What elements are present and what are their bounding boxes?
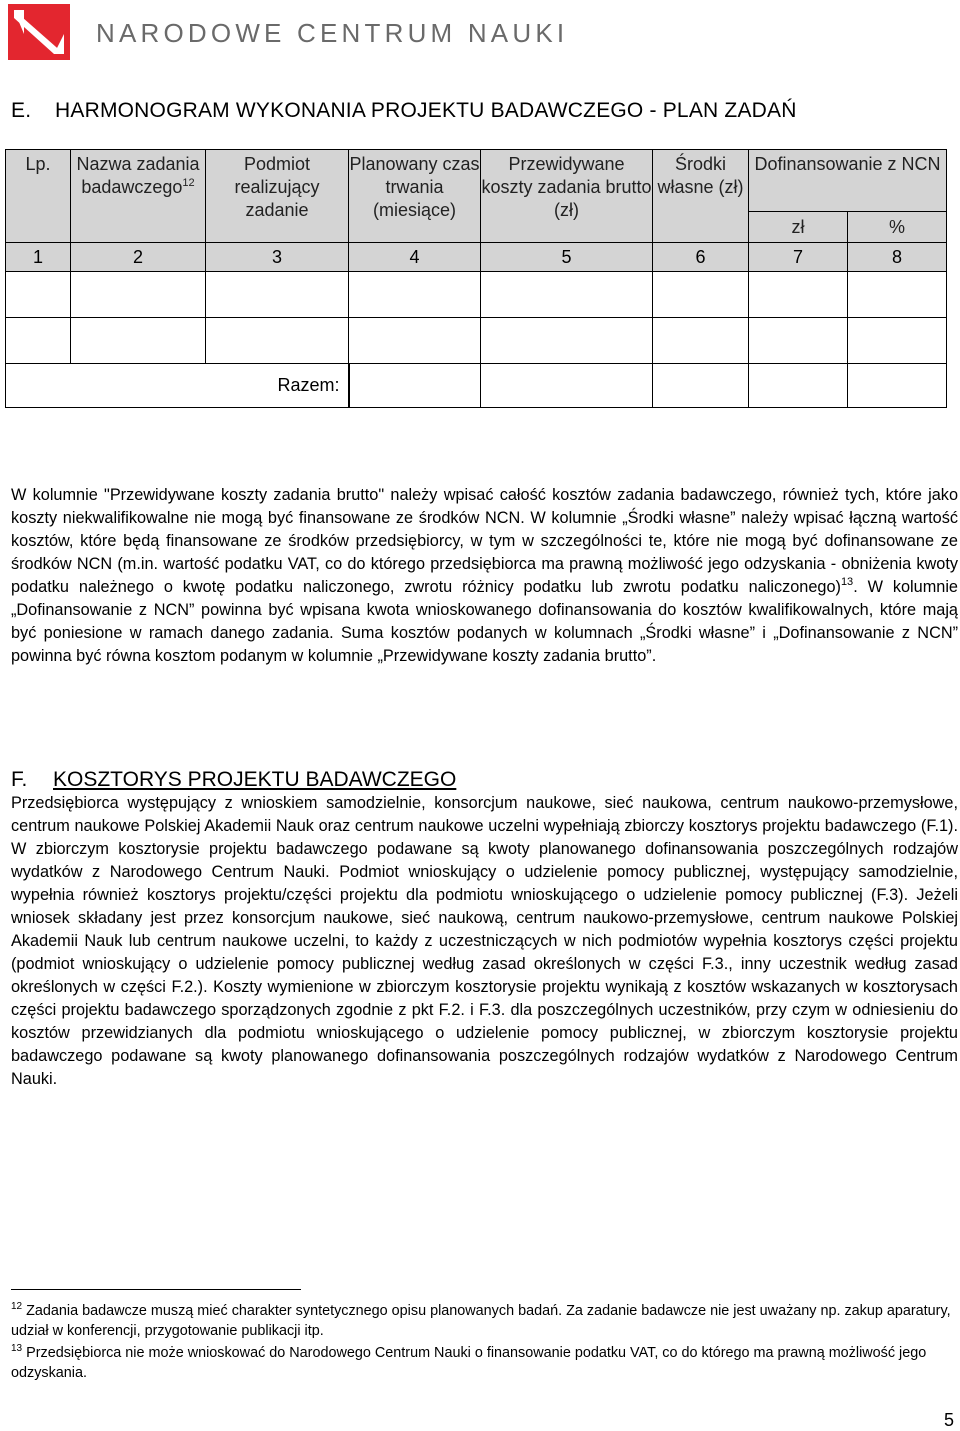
section-e-number: E. <box>11 99 32 122</box>
section-e-instructions: W kolumnie "Przewidywane koszty zadania brutto" należy wpisać całość kosztów zadania badawczego, również tych, które jako koszty niekwalifikowalne nie mogą być finansowane ze środków NCN. W kolumnie „Środki własne” należy wpisać łączną wartość kosztów, które będą finansowane ze środków przedsiębiorcy, w tym w szczególności te, które nie mogą być dofinansowane ze środków NCN (m.in. wartość podatku VAT, co do którego przedsiębiorca ma prawną możliwość jego odzyskania - obniżenia kwoty podatku należnego o kwotę podatku naliczonego, zwrotu różnicy podatku lub zwrotu podatku naliczonego)$^{13}$. W kolumnie „Dofinansowanie z NCN” powinna być wpisana kwota wnioskowanego dofinansowania do kosztów kwalifikowalnych, które mają być poniesione w ramach danego zadania. Suma kosztów podanych w kolumnach „Środki własne” i „Dofinansowanie z NCN” powinna być równa kosztom podanym w kolumnie „Przewidywane koszty zadania brutto”. <box>11 486 958 665</box>
header-podmiot: Podmiot realizujący zadanie <box>206 150 349 243</box>
page-number: 5 <box>943 1410 954 1430</box>
ncn-logo-icon <box>8 4 70 60</box>
section-e-title: HARMONOGRAM WYKONANIA PROJEKTU BADAWCZEGO - PLAN ZADAŃ <box>55 99 797 122</box>
col-number-7: 7 <box>749 243 848 272</box>
header-koszty: Przewidywane koszty zadania brutto (zł) <box>481 150 653 243</box>
table-cell <box>848 318 947 364</box>
table-cell <box>481 318 653 364</box>
table-row <box>6 318 947 364</box>
total-cell <box>848 364 947 408</box>
header-czas: Planowany czas trwania (miesiące) <box>349 150 481 243</box>
col-number-3: 3 <box>206 243 349 272</box>
footnote-13: $^{13}$ Przedsiębiorca nie może wnioskować do Narodowego Centrum Nauki o finansowanie podatku VAT, co do którego ma prawną możliwość jego odzyskania. <box>11 1343 927 1381</box>
header-nazwa: Nazwa zadania badawczego$^{12}$ <box>71 150 206 243</box>
table-cell <box>71 272 206 318</box>
table-cell <box>206 318 349 364</box>
col-number-2: 2 <box>71 243 206 272</box>
header-dofin-pct: % <box>848 212 947 243</box>
table-cell <box>749 318 848 364</box>
section-f-heading <box>11 768 456 792</box>
table-cell <box>71 318 206 364</box>
table-cell <box>206 272 349 318</box>
col-number-6: 6 <box>653 243 749 272</box>
total-cell <box>749 364 848 408</box>
section-f-title: KOSZTORYS PROJEKTU BADAWCZEGO <box>53 768 457 791</box>
table-cell <box>749 272 848 318</box>
header-srodki: Środki własne (zł) <box>653 150 749 243</box>
header-dofinansowanie: Dofinansowanie z NCN <box>749 150 947 212</box>
task-plan-table <box>5 149 947 408</box>
total-cell <box>349 364 481 408</box>
total-label: Razem: <box>6 364 349 408</box>
logo-text: NARODOWE CENTRUM NAUKI <box>96 18 569 48</box>
header-dofin-zl: zł <box>749 212 848 243</box>
footnote-ref-12: 12 <box>182 177 195 189</box>
table-cell <box>349 272 481 318</box>
footnote-ref-13: 13 <box>840 576 854 588</box>
table-cell <box>653 272 749 318</box>
total-row <box>6 364 947 408</box>
col-number-8: 8 <box>848 243 947 272</box>
col-number-1: 1 <box>6 243 71 272</box>
total-cell <box>481 364 653 408</box>
table-cell <box>848 272 947 318</box>
table-cell <box>653 318 749 364</box>
section-f-text: Przedsiębiorca występujący z wnioskiem samodzielnie, konsorcjum naukowe, sieć naukowa, centrum naukowo-przemysłowe, centrum naukowe Polskiej Akademii Nauk oraz centrum naukowe uczelni wypełniają zbiorczy kosztorys projektu badawczego (F.1). W zbiorczym kosztorysie projektu badawczego podawane są kwoty planowanego dofinansowania poszczególnych rodzajów wydatków z Narodowego Centrum Nauki. Podmiot wnioskujący o udzielenie pomocy publicznej, występujący samodzielnie, wypełnia również kosztorys projektu/części projektu dla podmiotu wnioskującego o udzielenie pomocy publicznej (F.3). Jeżeli wniosek składany jest przez konsorcjum naukowe, sieć naukową, centrum naukowo-przemysłowe, centrum naukowe Polskiej Akademii Nauk lub centrum naukowe uczelni, to każdy z uczestniczących w nich podmiotów wypełnia kosztorys części projektu (podmiot wnioskujący o udzielenie pomocy publicznej według zasad określonych w części F.3., inny uczestnik według zasad określonych w części F.2.). Koszty wymienione w zbiorczym kosztorysie projektu wynikają z kosztów wskazanych w kosztorysach części projektu badawczego sporządzonych zgodnie z pkt F.2. i F.3. dla poszczególnych uczestników, przy czym w odniesieniu do kosztów przewidzianych dla podmiotu wnioskującego o udzielenie pomocy publicznej, w zbiorczym kosztorysie projektu badawczego podawane są kwoty planowanego dofinansowania poszczególnych rodzajów wydatków z Narodowego Centrum Nauki. <box>11 794 958 1088</box>
table-cell <box>6 272 71 318</box>
total-cell <box>653 364 749 408</box>
table-cell <box>6 318 71 364</box>
table-cell <box>481 272 653 318</box>
col-number-4: 4 <box>349 243 481 272</box>
section-e-heading <box>11 99 797 123</box>
footnote-12: $^{12}$ Zadania badawcze muszą mieć charakter syntetycznego opisu planowanych badań. Za zadanie badawcze nie jest uważany np. zakup aparatury, udział w konferencji, przygotowanie publikacji itp. <box>11 1301 951 1339</box>
col-number-5: 5 <box>481 243 653 272</box>
section-f-number: F. <box>11 768 28 791</box>
table-cell <box>349 318 481 364</box>
header-lp: Lp. <box>6 150 71 243</box>
footnote-separator <box>11 1289 301 1290</box>
table-row <box>6 272 947 318</box>
